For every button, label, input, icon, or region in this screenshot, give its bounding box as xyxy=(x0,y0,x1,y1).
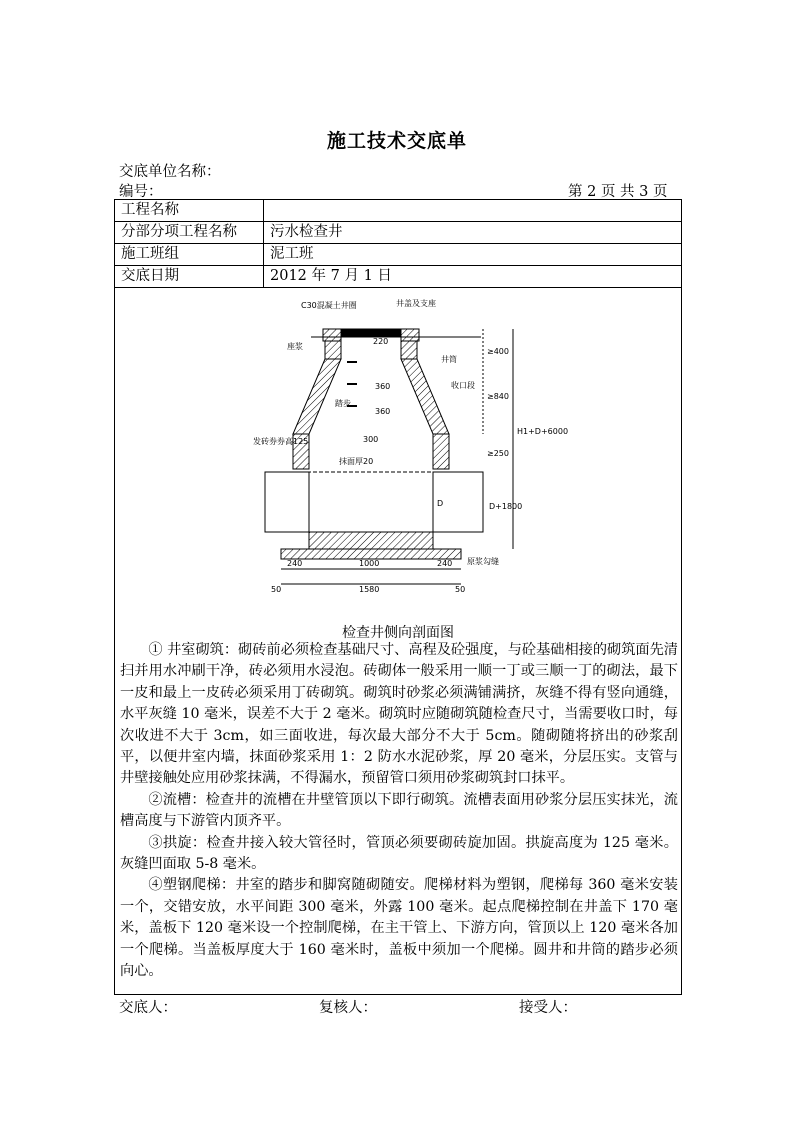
dim-d: D xyxy=(437,499,444,508)
label-step: 踏步 xyxy=(335,399,351,408)
manhole-section-drawing xyxy=(251,294,569,604)
row-value xyxy=(264,200,682,222)
flow-channel xyxy=(309,532,433,549)
dim-360b: 360 xyxy=(375,407,391,416)
document-title: 施工技术交底单 xyxy=(326,130,467,152)
table-row xyxy=(115,222,682,244)
row-label: 施工班组 xyxy=(115,244,264,266)
row-label: 交底日期 xyxy=(115,266,264,288)
dim-840: ≥840 xyxy=(487,392,509,401)
table-row xyxy=(115,244,682,266)
chamber-wall-right xyxy=(433,434,449,469)
label-seat: 座浆 xyxy=(287,342,303,351)
dim-250: ≥250 xyxy=(487,449,509,458)
paragraph: ③拱旋：检查井接入较大管径时，管顶必须要砌砖旋加固。拱旋高度为 125 毫米。灰缝凹面取 5-8 毫米。 xyxy=(120,834,678,873)
cone-left xyxy=(293,359,341,434)
cover xyxy=(341,329,401,337)
dim-50b: 50 xyxy=(455,585,466,594)
label-plaster: 抹面厚20 xyxy=(339,457,374,466)
receiver-label: 接受人： xyxy=(519,1000,577,1016)
shaft-wall-left xyxy=(325,341,341,359)
cone-right xyxy=(401,359,449,434)
dim-360a: 360 xyxy=(375,382,391,391)
unit-name-label: 交底单位名称： xyxy=(119,164,221,180)
label-cover: 井盖及支座 xyxy=(396,299,436,308)
paragraph: ① 井室砌筑：砌砖前必须检查基础尺寸、高程及砼强度，与砼基础相接的砌筑面先清扫并用水冲刷干净，砖必须用水浸泡。砖砌体一般采用一顺一丁或三顺一丁的砌法，最下一皮和最上一皮砖必须采用丁砖砌筑。砌筑时砂浆必须满铺满挤，灰缝不得有竖向通缝，水平灰缝 10 毫米，误差不大于 2 毫米。砌筑时应随砌筑随检查尺寸，当需要收口时，每次收进不大于 3cm，如三面收进，每次最大部分不大于 5cm。随砌随将挤出的砂浆刮平，以便井室内墙，抹面砂浆采用 1：2 防水水泥砂浆，厚 20 毫米，分层压实。支管与井壁接触处应用砂浆抹满，不得漏水，预留管口须用砂浆砌筑封口抹平。 xyxy=(120,642,678,787)
dim-220: 220 xyxy=(373,337,389,346)
base-slab xyxy=(281,549,461,559)
table-row xyxy=(115,200,682,222)
dim-400: ≥400 xyxy=(487,347,509,356)
label-base: 原浆勾缝 xyxy=(467,557,499,566)
table-row xyxy=(115,266,682,288)
reviewer-label: 复核人： xyxy=(319,1000,377,1016)
label-c30: C30混凝土井圈 xyxy=(301,301,357,310)
row-value: 泥工班 xyxy=(264,244,682,266)
number-label: 编号： xyxy=(119,184,163,200)
dim-h: H1+D+6000 xyxy=(517,427,569,436)
content-box xyxy=(114,287,682,995)
dim-240a: 240 xyxy=(287,559,303,568)
dim-240b: 240 xyxy=(437,559,453,568)
drawing-caption: 检查井侧向剖面图 xyxy=(342,625,454,641)
collar-right xyxy=(401,329,419,341)
label-arch: 发砖券券高125 xyxy=(253,437,309,446)
row-value: 2012 年 7 月 1 日 xyxy=(264,266,682,288)
dim-1580: 1580 xyxy=(359,585,380,594)
dim-1800: D+1800 xyxy=(489,502,523,511)
dim-300: 300 xyxy=(363,435,379,444)
page-info: 第 2 页 共 3 页 xyxy=(568,184,668,200)
row-label: 分部分项工程名称 xyxy=(115,222,264,244)
row-value: 污水检查井 xyxy=(264,222,682,244)
dim-50a: 50 xyxy=(271,585,282,594)
dim-1000: 1000 xyxy=(359,559,380,568)
info-table xyxy=(114,199,682,288)
paragraph: ②流槽：检查井的流槽在井壁管顶以下即行砌筑。流槽表面用砂浆分层压实抹光，流槽高度与下游管内顶齐平。 xyxy=(120,791,678,830)
collar-left xyxy=(323,329,341,341)
discloser-label: 交底人： xyxy=(119,1000,177,1016)
label-shaft: 井筒 xyxy=(441,355,457,364)
body-text xyxy=(120,640,678,983)
label-reducer: 收口段 xyxy=(451,381,475,390)
pipe-left xyxy=(265,472,309,532)
row-label: 工程名称 xyxy=(115,200,264,222)
paragraph: ④塑钢爬梯：井室的踏步和脚窝随砌随安。爬梯材料为塑钢，爬梯每 360 毫米安装一个，交错安放，水平间距 300 毫米，外露 100 毫米。起点爬梯控制在井盖下 170 毫米，盖板下 120 毫米设一个控制爬梯，在主干管上、下游方向，管顶以上 120 毫米各加一个爬梯。当盖板厚度大于 160 毫米时，盖板中须加一个爬梯。圆井和井筒的踏步必须向心。 xyxy=(120,877,678,980)
shaft-wall-right xyxy=(401,341,417,359)
